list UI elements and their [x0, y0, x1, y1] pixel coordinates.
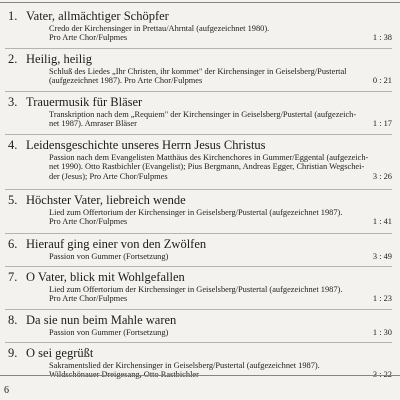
track-number: 9.: [8, 346, 18, 360]
track-description: [49, 153, 399, 181]
page-number: 6: [4, 385, 9, 396]
track-number: 4.: [8, 138, 18, 152]
track-description: [49, 252, 399, 261]
track-title: Da sie nun beim Mahle waren: [26, 313, 177, 327]
description-line: Credo der Kirchensinger in Prettau/Ahrntal (aufgezeichnet 1980).: [49, 24, 270, 33]
track-separator: [5, 233, 392, 234]
track-title: Trauermusik für Bläser: [26, 95, 143, 109]
bottom-divider: [0, 375, 400, 376]
track-separator: [5, 91, 392, 92]
description-line: Passion von Gummer (Fortsetzung): [49, 328, 169, 337]
track-title: Leidensgeschichte unseres Herrn Jesus Christus: [26, 138, 266, 152]
track-description: [49, 24, 399, 43]
description-line: net 1990). Otto Rastbichler (Evangelist); Pius Bergmann, Andreas Egger, Christian Wegschei-: [49, 162, 365, 172]
track-separator: [5, 48, 392, 49]
track-title: O sei gegrüßt: [26, 346, 94, 360]
description-line: Pro Arte Chor/Fulpmes: [49, 217, 128, 227]
track-description: [49, 328, 399, 337]
track-title: Vater, allmächtiger Schöpfer: [26, 9, 169, 23]
description-line: Pro Arte Chor/Fulpmes: [49, 294, 128, 304]
track-duration: 1 : 38: [372, 33, 392, 43]
track-duration: 3 : 26: [372, 171, 392, 181]
track-duration: 1 : 17: [372, 119, 392, 129]
track-description: [49, 67, 399, 86]
track-duration: 1 : 41: [372, 217, 392, 227]
track-number: 6.: [8, 237, 18, 251]
description-line: Wildschönauer Dreigesang, Otto Rastbichler: [49, 370, 199, 380]
description-line: Passion von Gummer (Fortsetzung): [49, 252, 169, 261]
description-line: Pro Arte Chor/Fulpmes: [49, 33, 128, 43]
track-duration: 3 : 22: [372, 370, 392, 380]
description-line: der (Jesus); Pro Arte Chor/Fulpmes: [49, 171, 168, 181]
track-title: O Vater, blick mit Wohlgefallen: [26, 270, 185, 284]
track-number: 3.: [8, 95, 18, 109]
description-line: net 1987). Amraser Bläser: [49, 119, 137, 129]
description-line: Lied zum Offertorium der Kirchensinger in Geiselsberg/Pustertal (aufgezeichnet 1987).: [49, 208, 343, 217]
track-title: Höchster Vater, liebreich wende: [26, 193, 186, 207]
description-line: (aufgezeichnet 1987). Pro Arte Chor/Fulpmes: [49, 76, 203, 86]
track-separator: [5, 134, 392, 135]
track-description: [49, 110, 399, 129]
track-description: [49, 361, 399, 380]
track-duration: 0 : 21: [372, 76, 392, 86]
track-duration: 1 : 23: [372, 294, 392, 304]
top-divider: [0, 2, 400, 3]
track-duration: 3 : 49: [372, 252, 392, 261]
track-separator: [5, 309, 392, 310]
track-separator: [5, 189, 392, 190]
description-line: Lied zum Offertorium der Kirchensinger in Geiselsberg/Pustertal (aufgezeichnet 1987).: [49, 285, 343, 294]
track-description: [49, 208, 399, 227]
track-title: Heilig, heilig: [26, 52, 92, 66]
description-line: Sakramentslied der Kirchensinger in Geiselsberg/Pustertal (aufgezeichnet 1987).: [49, 361, 320, 370]
track-separator: [5, 342, 392, 343]
track-number: 1.: [8, 9, 18, 23]
track-number: 8.: [8, 313, 18, 327]
track-description: [49, 285, 399, 304]
track-title: Hierauf ging einer von den Zwölfen: [26, 237, 207, 251]
track-duration: 1 : 30: [372, 328, 392, 337]
track-separator: [5, 266, 392, 267]
track-number: 5.: [8, 193, 18, 207]
description-line: Passion nach dem Evangelisten Matthäus des Kirchenchores in Gummer/Eggental (aufgezeich-: [49, 153, 369, 162]
description-line: Transkription nach dem „Requiem" der Kirchensinger in Geiselsberg/Pustertal (aufgezeich-: [49, 110, 357, 119]
track-number: 2.: [8, 52, 18, 66]
track-number: 7.: [8, 270, 18, 284]
description-line: Schluß des Liedes „Ihr Christen, ihr kommet" der Kirchensinger in Geiselsberg/Pustertal: [49, 67, 347, 76]
